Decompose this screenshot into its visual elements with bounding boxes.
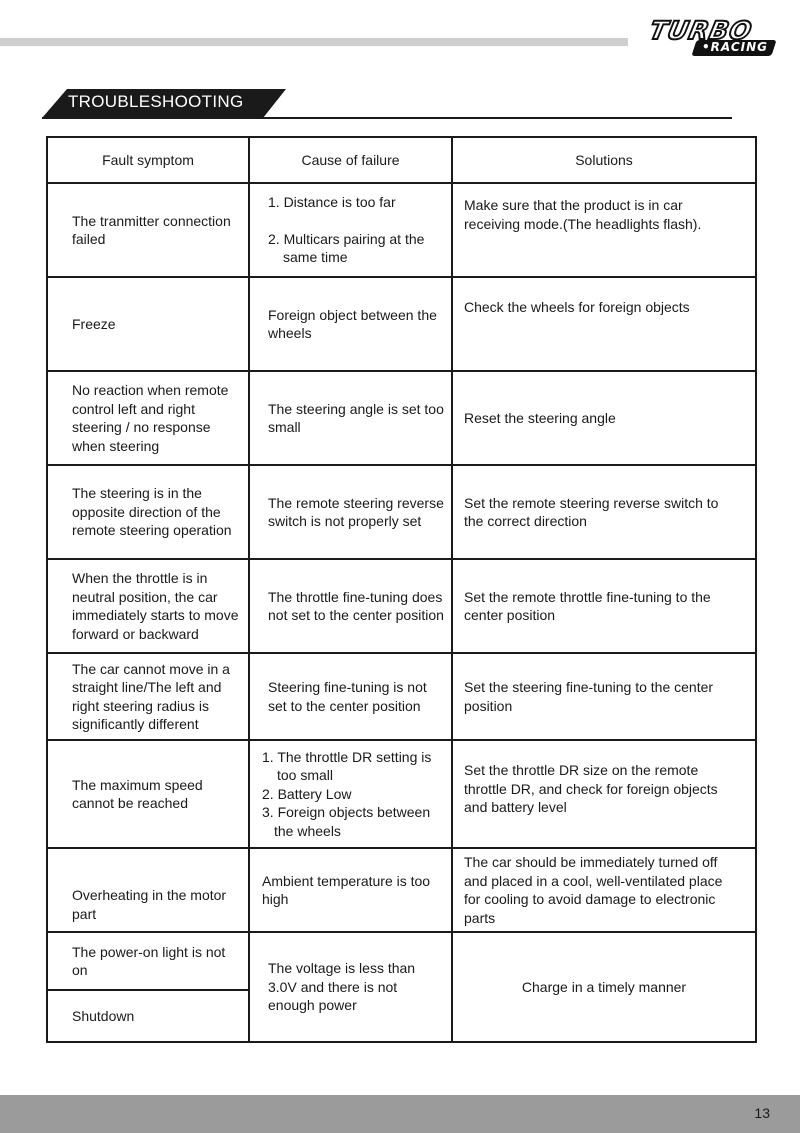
symptom-cell: Overheating in the motor part (47, 848, 249, 932)
symptom-cell: The steering is in the opposite direction of the remote steering operation (47, 465, 249, 559)
cause-line: 1. Distance is too far (268, 194, 396, 211)
table-header-row (47, 137, 756, 183)
troubleshooting-table (46, 136, 757, 1043)
cause-cell (249, 183, 452, 277)
symptom-cell: The power-on light is not on (47, 932, 249, 990)
solution-cell: Set the remote throttle fine-tuning to the center position (452, 559, 756, 653)
solution-cell: Charge in a timely manner (452, 932, 756, 1042)
footer-bar (0, 1095, 800, 1133)
solution-cell: Set the remote steering reverse switch to the correct direction (452, 465, 756, 559)
solution-cell: Set the steering fine-tuning to the center position (452, 653, 756, 740)
cause-cell: The voltage is less than 3.0V and there is not enough power (249, 932, 452, 1042)
table-row (47, 371, 756, 465)
cause-line: 1. The throttle DR setting is (262, 748, 432, 765)
header-cause-of-failure: Cause of failure (249, 137, 452, 183)
table-row (47, 740, 756, 848)
symptom-cell: The car cannot move in a straight line/The left and right steering radius is significantly different (47, 653, 249, 740)
cause-line: too small (277, 767, 334, 784)
cause-line: the wheels (274, 822, 341, 839)
symptom-cell: The tranmitter connection failed (47, 183, 249, 277)
cause-cell: Ambient temperature is too high (249, 848, 452, 932)
table-row (47, 653, 756, 740)
table-row (47, 465, 756, 559)
table-row (47, 277, 756, 371)
header-fault-symptom: Fault symptom (47, 137, 249, 183)
header-gray-bar (0, 38, 628, 46)
solution-cell: Check the wheels for foreign objects (452, 277, 756, 371)
symptom-cell: When the throttle is in neutral position, the car immediately starts to move forward or backward (47, 559, 249, 653)
symptom-cell: Shutdown (47, 990, 249, 1042)
symptom-cell: No reaction when remote control left and right steering / no response when steering (47, 371, 249, 465)
solution-cell: Reset the steering angle (452, 371, 756, 465)
page-number: 13 (754, 1105, 770, 1121)
cause-line: 2. Multicars pairing at the (268, 230, 425, 247)
table-row (47, 559, 756, 653)
cause-line: 3. Foreign objects between (262, 804, 431, 821)
cause-cell: The throttle fine-tuning does not set to the center position (249, 559, 452, 653)
turbo-racing-logo (646, 18, 781, 58)
cause-cell (249, 740, 452, 848)
cause-cell: Foreign object between the wheels (249, 277, 452, 371)
symptom-cell: Freeze (47, 277, 249, 371)
table-row (47, 848, 756, 932)
cause-cell: Steering fine-tuning is not set to the center position (249, 653, 452, 740)
table-row (47, 183, 756, 277)
section-rule (42, 117, 732, 119)
cause-line: 2. Battery Low (262, 785, 352, 802)
solution-cell: The car should be immediately turned off and placed in a cool, well-ventilated place for cooling to avoid damage to electronic parts (452, 848, 756, 932)
symptom-cell: The maximum speed cannot be reached (47, 740, 249, 848)
solution-cell: Set the throttle DR size on the remote throttle DR, and check for foreign objects and battery level (452, 740, 756, 848)
logo-wordmark: TURBO (646, 16, 756, 45)
section-title: TROUBLESHOOTING (68, 92, 244, 111)
header-solutions: Solutions (452, 137, 756, 183)
cause-cell: The steering angle is set too small (249, 371, 452, 465)
logo-subtitle: •RACING (702, 40, 768, 54)
cause-line: same time (283, 249, 348, 266)
table-row (47, 932, 756, 990)
cause-cell: The remote steering reverse switch is not properly set (249, 465, 452, 559)
solution-cell: Make sure that the product is in car receiving mode.(The headlights flash). (452, 183, 756, 277)
